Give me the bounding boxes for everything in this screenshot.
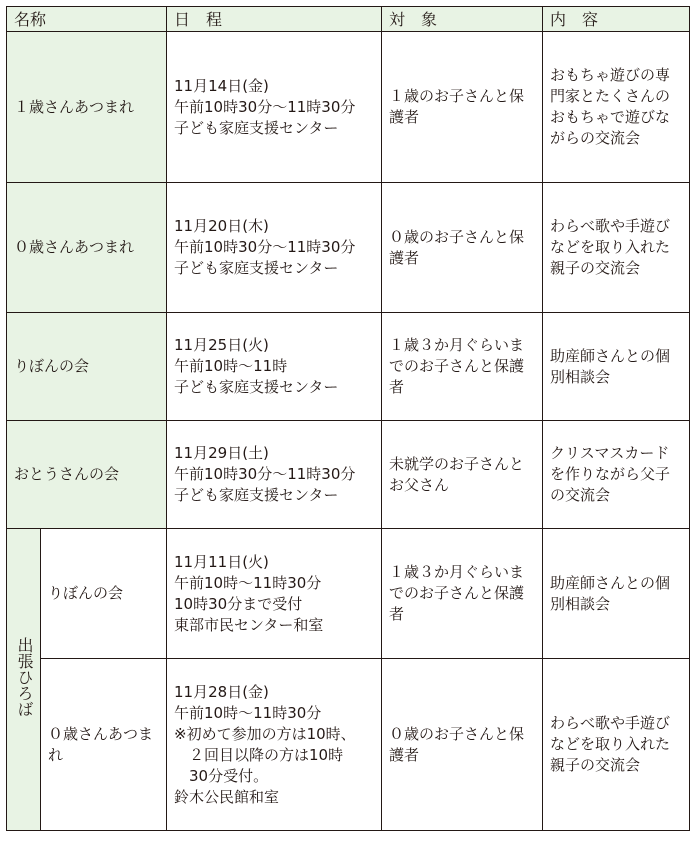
table-row [7,32,690,183]
header-target: 対 象 [382,7,543,32]
event-schedule [167,659,382,831]
event-schedule [167,529,382,659]
event-date: 11月14日(金) [174,76,269,95]
event-note-cont: 30分受付。 [189,766,269,785]
table-row [7,529,690,659]
event-content: 助産師さんとの個別相談会 [543,313,690,421]
event-schedule [167,313,382,421]
event-date: 11月28日(金) [174,682,269,701]
event-content: おもちゃ遊びの専門家とたくさんのおもちゃで遊びながらの交流会 [543,32,690,183]
outreach-label-cell [7,529,41,831]
event-target: 未就学のお子さんとお父さん [382,421,543,529]
event-date: 11月25日(火) [174,336,269,354]
table-row [7,421,690,529]
outreach-label: 出張ひろば [15,637,34,717]
event-target: １歳３か月ぐらいまでのお子さんと保護者 [382,313,543,421]
event-time: 午前10時30分～11時30分 [174,97,356,116]
header-schedule: 日 程 [167,7,382,32]
event-content: 助産師さんとの個別相談会 [543,529,690,659]
event-venue: 鈴木公民館和室 [174,787,280,806]
event-time: 午前10時～11時 [174,357,288,375]
event-venue: 子ども家庭支援センター [174,486,339,504]
event-name: １歳さんあつまれ [7,32,167,183]
event-schedule-table [6,6,690,831]
event-target: １歳のお子さんと保護者 [382,32,543,183]
event-note: ※初めて参加の方は10時、 [174,724,356,743]
event-target: １歳３か月ぐらいまでのお子さんと保護者 [382,529,543,659]
event-schedule [167,32,382,183]
event-target: ０歳のお子さんと保護者 [382,183,543,313]
event-date: 11月29日(土) [174,444,269,462]
event-content: クリスマスカードを作りながら父子の交流会 [543,421,690,529]
event-time: 午前10時30分～11時30分 [174,465,356,483]
event-venue: 子ども家庭支援センター [174,259,339,277]
header-name: 名称 [7,7,167,32]
event-venue: 子ども家庭支援センター [174,118,339,137]
event-target: ０歳のお子さんと保護者 [382,659,543,831]
event-name: りぼんの会 [7,313,167,421]
header-content: 内 容 [543,7,690,32]
event-venue: 子ども家庭支援センター [174,378,339,396]
event-date: 11月20日(木) [174,217,269,235]
event-time: 午前10時～11時30分 [174,573,322,592]
event-time: 午前10時～11時30分 [174,703,322,722]
table-row [7,183,690,313]
table-row [7,313,690,421]
event-name: ０歳さんあつまれ [7,183,167,313]
event-reception: 10時30分まで受付 [174,594,303,613]
event-time: 午前10時30分～11時30分 [174,238,356,256]
event-name: おとうさんの会 [7,421,167,529]
event-date: 11月11日(火) [174,552,269,571]
table-row [7,659,690,831]
event-schedule [167,183,382,313]
event-content: わらべ歌や手遊びなどを取り入れた親子の交流会 [543,183,690,313]
event-content: わらべ歌や手遊びなどを取り入れた親子の交流会 [543,659,690,831]
event-venue: 東部市民センター和室 [174,615,324,634]
event-schedule [167,421,382,529]
header-row [7,7,690,32]
event-name: りぼんの会 [41,529,167,659]
event-note-cont: ２回目以降の方は10時 [189,745,344,764]
event-name: ０歳さんあつまれ [41,659,167,831]
